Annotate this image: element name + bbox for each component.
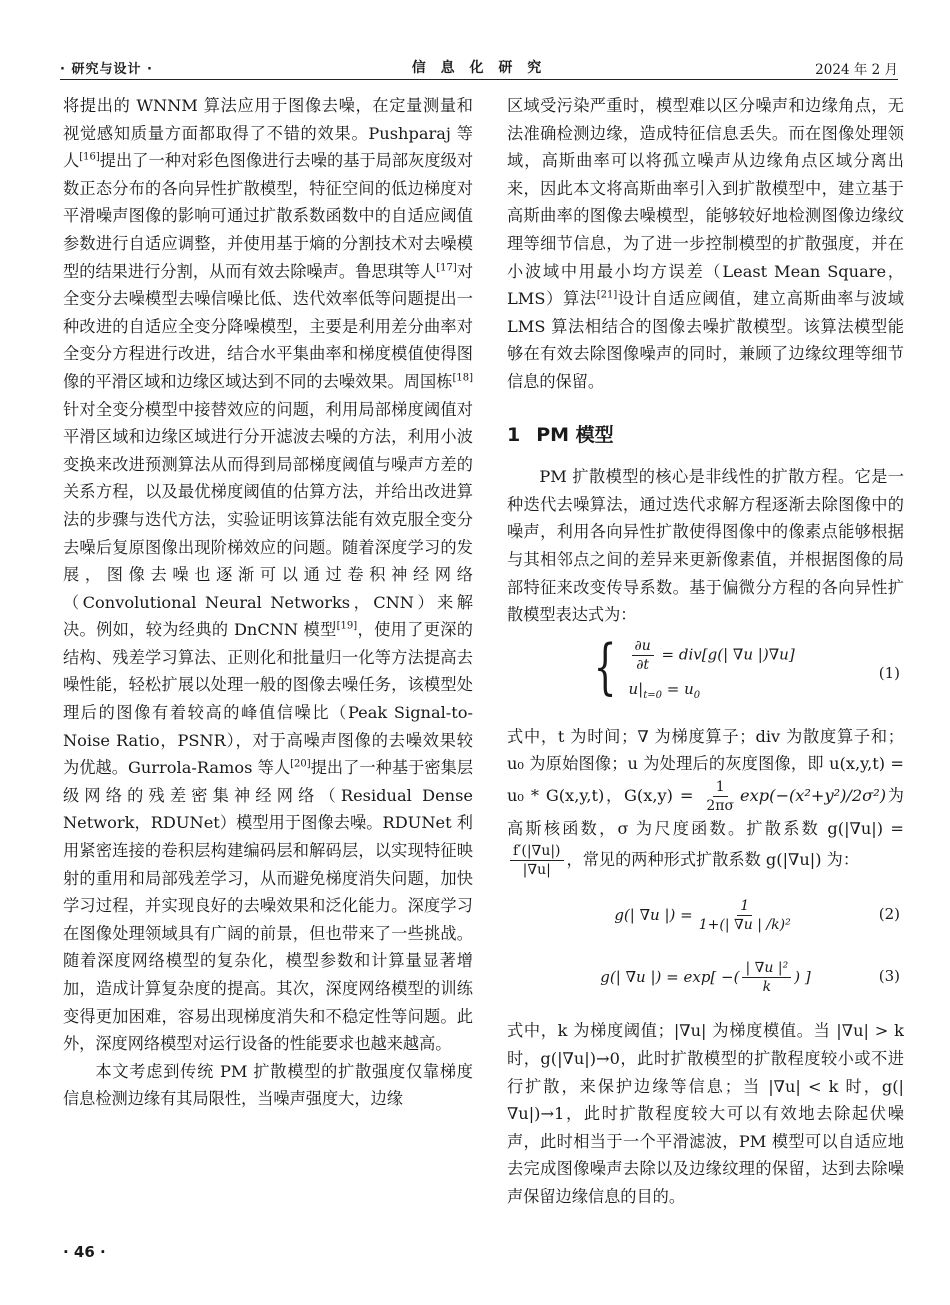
paragraph-related-work [63,92,473,1058]
equation-number: (2) [878,905,900,924]
text-run: 对全变分去噪模型去噪信噪比低、迭代效率低等问题提出一种改进的自适应全变分降噪模型，主要是利用差分曲率对全变分方程进行改进，结合水平集曲率和梯度模值使得图像的平滑区域和边缘区域达到不同的去噪效果。周国栋 [63,261,474,391]
fraction-denominator: ∂t [636,656,650,673]
fraction-numerator: f′(|∇u|) [510,842,564,861]
section-number: 1 [507,423,521,446]
section-label: · 研究与设计 · [60,62,153,77]
text-run: 提出了一种对彩色图像进行去噪的基于局部灰度级对数正态分布的各向异性扩散模型，特征空间的低边梯度对平滑噪声图像的影响可通过扩散系数函数中的自适应阈值参数进行自适应调整，并使用基于熵的分割技术对去噪模型的结果进行分割，从而有效去除噪声。鲁思琪等人 [63,151,474,281]
subscript: 0 [693,689,701,701]
text-run: 区域受污染严重时，模型难以区分噪声和边缘角点，无法准确检测边缘，造成特征信息丢失。而在图像处理领域，高斯曲率可以将孤立噪声从边缘角点区域分离出来，因此本文将高斯曲率引入到扩散模型中，建立基于高斯曲率的图像去噪模型，能够较好地检测图像边缘纹理等细节信息，为了进一步控制模型的扩散强度，并在小波域中用最小均方误差（Least Mean Square，LMS）算法 [507,96,904,309]
right-column [507,92,904,1211]
fraction-numerator: 1 [737,897,752,916]
equation-2 [507,889,904,941]
equation-1-line-2 [629,674,795,711]
fraction-denominator: |∇u| [522,862,551,879]
text-run: 将提出的 WNNM 算法应用于图像去噪，在定量测量和视觉感知质量方面都取得了不错的效果。Pushparaj 等人 [63,96,473,171]
left-column [63,92,473,1113]
citation-20[interactable]: [20] [290,758,311,770]
citation-16[interactable]: [16] [79,151,100,163]
issue-date: 2024 年 2 月 [815,62,898,78]
equation-number: (1) [878,663,900,682]
section-heading [507,422,904,450]
fraction-denominator: 1+(| ∇u | /k)² [698,916,791,933]
subscript: t=0 [643,689,662,701]
fraction-denominator: k [762,978,772,995]
header-rule [60,79,898,80]
text-run: 设计自适应阈值，建立高斯曲率与波域 LMS 算法相结合的图像去噪扩散模型。该算法模型能够在有效去除图像噪声的同时，兼顾了边缘纹理等细节信息的保留。 [507,289,904,391]
fraction-numerator: 1 [713,778,728,797]
equation-cases [586,631,795,711]
section-title: PM 模型 [536,423,614,446]
equation-lhs: g(| ∇u |) = [614,905,693,924]
equation-1-line-1 [629,637,795,674]
fraction-numerator: | ∇u |² [742,959,791,978]
text-run: 为高斯核函数，σ 为尺度函数。扩散系数 g(|∇u|) = [507,785,904,838]
text-run: ，使用了更深的结构、残差学习算法、正则化和批量归一化等方法提高去噪性能，轻松扩展以处理一般的图像去噪任务，该模型处理后的图像有着较高的峰值信噪比（Peak Signal-to-Noise Ratio，PSNR），对于高噪声图像的去噪效果较为优越。Gurrola-Ramos 等人 [63,620,473,778]
fraction-denominator: 2πσ [706,797,735,814]
equation-number: (3) [878,967,900,986]
paragraph-pm-model: PM 扩散模型的核心是非线性的扩散方程。它是一种迭代去噪算法，通过迭代求解方程逐渐去除图像中的噪声，利用各向异性扩散使得图像中的像素点能够根据与其相邻点之间的差异来更新像素值，并根据图像的局部特征来改变传导系数。基于偏微分方程的各向异性扩散模型表达式为： [507,467,904,625]
paragraph-variables [507,723,904,880]
gaussian-exp: exp(−(x²+y²)/2σ²) [740,785,887,805]
page-number: · 46 · [63,1243,106,1261]
equation-lhs: u| [628,679,644,698]
paragraph-threshold: 式中，k 为梯度阈值；|∇u| 为梯度模值。当 |∇u| > k 时，g(|∇u|)→0，此时扩散模型的扩散程度较小或不进行扩散，来保护边缘等信息；当 |∇u| < k 时，g(|∇u|)→1，此时扩散程度较大可以有效地去除起伏噪声，此时相当于一个平滑滤波，PM 模型可以自适应地去完成图像噪声去除以及边缘纹理的保留，达到去除噪声保留边缘信息的目的。 [507,1021,904,1207]
paragraph-motivation: 本文考虑到传统 PM 扩散模型的扩散强度仅靠梯度信息检测边缘有其局限性，当噪声强度大，边缘 [63,1061,473,1109]
equation-rhs: = u [661,679,694,698]
paragraph-motivation-cont [507,92,904,396]
equation-lhs: g(| ∇u |) = exp[ −( [600,967,740,986]
text-run: 针对全变分模型中接替效应的问题，利用局部梯度阈值对平滑区域和边缘区域进行分开滤波去噪的方法，利用小波变换来改进预测算法从而得到局部梯度阈值与噪声方差的关系方程，以及最优梯度阈值的估算方法，并给出改进算法的步骤与迭代方法，实验证明该算法能有效克服全变分去噪后复原图像出现阶梯效应的问题。随着深度学习的发展，图像去噪也逐渐可以通过卷积神经网络（Convolutional Neural Networks，CNN）来解决。例如，较为经典的 DnCNN 模型 [63,399,473,640]
fraction-numerator: ∂u [632,637,654,656]
citation-17[interactable]: [17] [436,262,457,274]
equation-3 [507,951,904,1003]
equation-1 [507,631,904,711]
text-run: 式中，t 为时间；∇ 为梯度算子；div 为散度算子和；u₀ 为原始图像；u 为处理后的灰度图像，即 u(x,y,t) = u₀ * G(x,y,t)，G(x,y) = [507,726,904,805]
equation-rhs: = div[g(| ∇u |)∇u] [661,645,795,664]
brace-icon: { [593,631,617,702]
text-run: ，常见的两种形式扩散系数 g(|∇u|) 为： [566,850,860,870]
page-header [60,54,898,80]
journal-title: 信 息 化 研 究 [411,60,547,76]
equation-tail: ) ] [794,967,811,986]
citation-18[interactable]: [18] [452,372,473,384]
citation-19[interactable]: [19] [336,620,358,632]
citation-21[interactable]: [21] [596,289,618,301]
text-run: 提出了一种基于密集层级网络的残差密集神经网络（Residual Dense Network，RDUNet）模型用于图像去噪。RDUNet 利用紧密连接的卷积层构建编码层和解码层，以实现特征映射的重用和局部残差学习，从而避免梯度消失问题，加快学习过程，并实现良好的去噪效果和泛化能力。深度学习在图像处理领域具有广阔的前景，但也带来了一些挑战。随着深度网络模型的复杂化，模型参数和计算量显著增加，造成计算复杂度的提高。其次，深度网络模型的训练变得更加困难，容易出现梯度消失和不稳定性等问题。此外，深度网络模型对运行设备的性能要求也越来越高。 [63,758,474,1054]
